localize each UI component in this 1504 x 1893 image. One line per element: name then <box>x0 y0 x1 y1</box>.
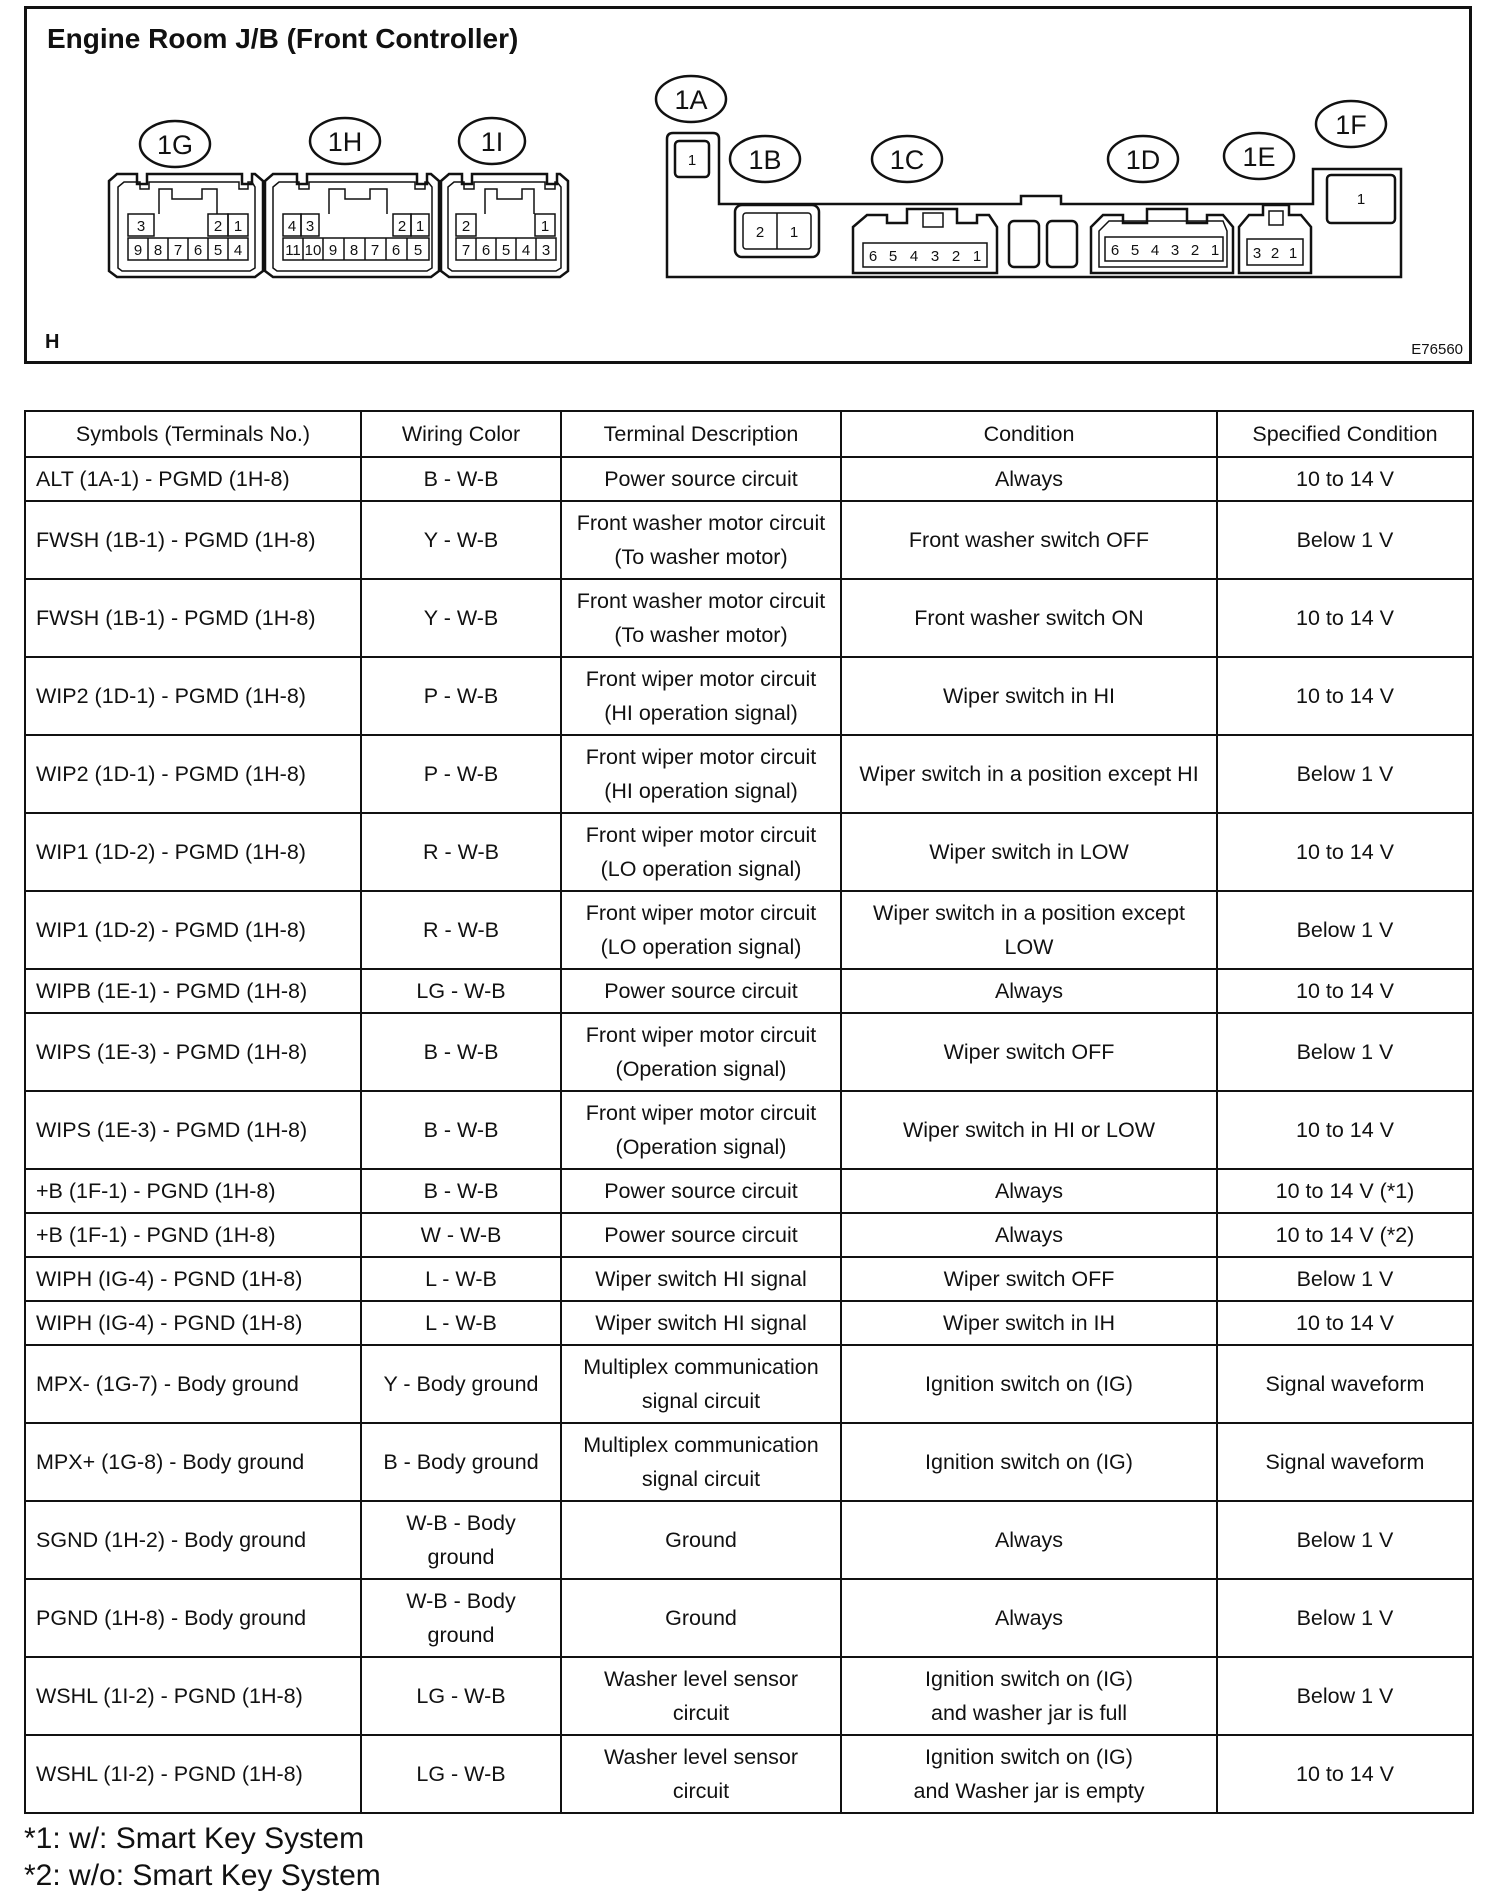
cell-wiring-color: Y - Body ground <box>361 1345 561 1423</box>
blank-cavity-right <box>1047 221 1077 267</box>
table-row <box>25 501 1473 579</box>
cell-symbol: FWSH (1B-1) - PGMD (1H-8) <box>25 501 361 579</box>
connector-label-1A: 1A <box>674 85 708 115</box>
figure-code: E76560 <box>1411 341 1463 358</box>
pin-1H: 6 <box>391 242 401 259</box>
cell-wiring-color: B - Body ground <box>361 1423 561 1501</box>
header-wiring-color: Wiring Color <box>361 411 561 457</box>
pin-1G: 5 <box>213 242 223 259</box>
terminal-table <box>24 410 1474 1814</box>
table-row <box>25 1091 1473 1169</box>
pin-1I: 6 <box>481 242 491 259</box>
cell-terminal-description: Power source circuit <box>561 969 841 1013</box>
figure-title: Engine Room J/B (Front Controller) <box>47 23 519 54</box>
connector-label-1F: 1F <box>1335 110 1367 140</box>
cell-terminal-description: Ground <box>561 1579 841 1657</box>
cell-wiring-color: Y - W-B <box>361 501 561 579</box>
cell-wiring-color: L - W-B <box>361 1301 561 1345</box>
pin-1H: 1 <box>415 218 425 235</box>
cell-terminal-description: Front washer motor circuit (To washer motor) <box>561 579 841 657</box>
pin-1H: 9 <box>328 242 338 259</box>
table-row <box>25 1735 1473 1813</box>
cell-condition: Wiper switch in LOW <box>841 813 1217 891</box>
table-row <box>25 657 1473 735</box>
cell-symbol: WIPH (IG-4) - PGND (1H-8) <box>25 1301 361 1345</box>
connector-1B-body <box>735 205 819 257</box>
cell-wiring-color: W-B - Body ground <box>361 1579 561 1657</box>
cell-specified-condition: 10 to 14 V <box>1217 1301 1473 1345</box>
table-row <box>25 579 1473 657</box>
cell-specified-condition: 10 to 14 V <box>1217 1091 1473 1169</box>
pin-1H: 11 <box>285 242 301 259</box>
cell-condition: Always <box>841 1169 1217 1213</box>
cell-specified-condition: 10 to 14 V <box>1217 657 1473 735</box>
cell-specified-condition: 10 to 14 V <box>1217 1735 1473 1813</box>
table-row <box>25 1213 1473 1257</box>
table-row <box>25 1257 1473 1301</box>
connector-label-1C: 1C <box>889 145 925 175</box>
connector-drawing <box>27 9 1469 361</box>
cell-symbol: WIPH (IG-4) - PGND (1H-8) <box>25 1257 361 1301</box>
header-condition: Condition <box>841 411 1217 457</box>
pin-1H: 4 <box>287 218 297 235</box>
table-row <box>25 1579 1473 1657</box>
cell-wiring-color: L - W-B <box>361 1257 561 1301</box>
cell-symbol: FWSH (1B-1) - PGMD (1H-8) <box>25 579 361 657</box>
cell-symbol: MPX+ (1G-8) - Body ground <box>25 1423 361 1501</box>
cell-symbol: +B (1F-1) - PGND (1H-8) <box>25 1213 361 1257</box>
pin-1I: 5 <box>501 242 511 259</box>
table-body <box>25 457 1473 1813</box>
pin-1H: 10 <box>304 242 322 259</box>
pin-1C: 1 <box>972 248 982 265</box>
pin-1F: 1 <box>1356 191 1366 208</box>
table-row <box>25 735 1473 813</box>
cell-specified-condition: Below 1 V <box>1217 1257 1473 1301</box>
cell-terminal-description: Multiplex communication signal circuit <box>561 1345 841 1423</box>
pin-1E: 2 <box>1270 245 1280 262</box>
cell-terminal-description: Front wiper motor circuit (HI operation signal) <box>561 657 841 735</box>
cell-wiring-color: B - W-B <box>361 1013 561 1091</box>
connector-label-1D: 1D <box>1125 145 1161 175</box>
connector-label-1E: 1E <box>1242 142 1276 172</box>
pin-1I: 3 <box>541 242 551 259</box>
cell-condition: Wiper switch OFF <box>841 1257 1217 1301</box>
cell-condition: Wiper switch in a position except LOW <box>841 891 1217 969</box>
cell-wiring-color: B - W-B <box>361 457 561 501</box>
cell-specified-condition: 10 to 14 V <box>1217 579 1473 657</box>
cell-symbol: WIP2 (1D-1) - PGMD (1H-8) <box>25 657 361 735</box>
cell-condition: Wiper switch in HI <box>841 657 1217 735</box>
connector-label-1H: 1H <box>327 127 363 157</box>
cell-wiring-color: P - W-B <box>361 657 561 735</box>
cell-specified-condition: 10 to 14 V <box>1217 457 1473 501</box>
pin-1E: 3 <box>1252 245 1262 262</box>
cell-wiring-color: R - W-B <box>361 813 561 891</box>
cell-terminal-description: Front wiper motor circuit (LO operation signal) <box>561 813 841 891</box>
pin-1G: 7 <box>173 242 183 259</box>
cell-terminal-description: Front wiper motor circuit (Operation signal) <box>561 1013 841 1091</box>
cell-terminal-description: Power source circuit <box>561 1169 841 1213</box>
cell-wiring-color: B - W-B <box>361 1091 561 1169</box>
pin-1H: 2 <box>397 218 407 235</box>
pin-1D: 1 <box>1210 242 1220 259</box>
pin-1G: 6 <box>193 242 203 259</box>
pin-1D: 2 <box>1190 242 1200 259</box>
cell-condition: Wiper switch OFF <box>841 1013 1217 1091</box>
cell-symbol: WSHL (1I-2) - PGND (1H-8) <box>25 1735 361 1813</box>
cell-specified-condition: Below 1 V <box>1217 1501 1473 1579</box>
cell-condition: Ignition switch on (IG) <box>841 1423 1217 1501</box>
cell-wiring-color: W-B - Body ground <box>361 1501 561 1579</box>
table-row <box>25 969 1473 1013</box>
pin-1B: 1 <box>789 224 799 241</box>
cell-specified-condition: Below 1 V <box>1217 1579 1473 1657</box>
cell-symbol: WIP1 (1D-2) - PGMD (1H-8) <box>25 813 361 891</box>
pin-1I: 2 <box>461 218 471 235</box>
cell-specified-condition: 10 to 14 V <box>1217 813 1473 891</box>
table-header-row <box>25 411 1473 457</box>
pin-1A: 1 <box>687 152 697 169</box>
pin-1G: 1 <box>233 218 243 235</box>
connector-label-1G: 1G <box>156 130 194 160</box>
header-symbols: Symbols (Terminals No.) <box>25 411 361 457</box>
cell-terminal-description: Power source circuit <box>561 1213 841 1257</box>
pin-1C: 5 <box>888 248 898 265</box>
cell-terminal-description: Ground <box>561 1501 841 1579</box>
pin-1E: 1 <box>1288 245 1298 262</box>
cell-condition: Always <box>841 1579 1217 1657</box>
footnote-1: *1: w/: Smart Key System <box>24 1822 365 1855</box>
cell-wiring-color: P - W-B <box>361 735 561 813</box>
table-row <box>25 457 1473 501</box>
cell-condition: Always <box>841 1213 1217 1257</box>
cell-specified-condition: Below 1 V <box>1217 891 1473 969</box>
pin-1C: 2 <box>951 248 961 265</box>
cell-terminal-description: Power source circuit <box>561 457 841 501</box>
pin-1G: 8 <box>153 242 163 259</box>
cell-terminal-description: Front wiper motor circuit (HI operation signal) <box>561 735 841 813</box>
cell-wiring-color: R - W-B <box>361 891 561 969</box>
cell-specified-condition: 10 to 14 V (*2) <box>1217 1213 1473 1257</box>
cell-symbol: SGND (1H-2) - Body ground <box>25 1501 361 1579</box>
table-row <box>25 1501 1473 1579</box>
table-row <box>25 813 1473 891</box>
cell-condition: Always <box>841 457 1217 501</box>
cell-symbol: PGND (1H-8) - Body ground <box>25 1579 361 1657</box>
cell-specified-condition: Below 1 V <box>1217 735 1473 813</box>
table-row <box>25 891 1473 969</box>
cell-wiring-color: LG - W-B <box>361 1735 561 1813</box>
cell-wiring-color: Y - W-B <box>361 579 561 657</box>
blank-cavity-left <box>1009 221 1039 267</box>
pin-1G: 4 <box>233 242 243 259</box>
cell-condition: Wiper switch in a position except HI <box>841 735 1217 813</box>
cell-terminal-description: Wiper switch HI signal <box>561 1301 841 1345</box>
connector-1D-body <box>1091 209 1233 273</box>
cell-wiring-color: W - W-B <box>361 1213 561 1257</box>
pin-1B: 2 <box>755 224 765 241</box>
table-row <box>25 1345 1473 1423</box>
cell-terminal-description: Front wiper motor circuit (LO operation signal) <box>561 891 841 969</box>
pin-1D: 4 <box>1150 242 1160 259</box>
cell-wiring-color: LG - W-B <box>361 969 561 1013</box>
cell-terminal-description: Front washer motor circuit (To washer motor) <box>561 501 841 579</box>
pin-1H: 5 <box>413 242 423 259</box>
cell-specified-condition: Signal waveform <box>1217 1345 1473 1423</box>
table-row <box>25 1301 1473 1345</box>
pin-1H: 7 <box>370 242 380 259</box>
pin-1H: 8 <box>349 242 359 259</box>
cell-condition: Wiper switch in HI or LOW <box>841 1091 1217 1169</box>
pin-1C: 4 <box>909 248 919 265</box>
pin-1G: 3 <box>136 218 146 235</box>
pin-1D: 6 <box>1110 242 1120 259</box>
cell-condition: Ignition switch on (IG) <box>841 1345 1217 1423</box>
cell-terminal-description: Multiplex communication signal circuit <box>561 1423 841 1501</box>
cell-specified-condition: Signal waveform <box>1217 1423 1473 1501</box>
cell-specified-condition: Below 1 V <box>1217 501 1473 579</box>
cell-symbol: WIPS (1E-3) - PGMD (1H-8) <box>25 1091 361 1169</box>
pin-1G: 9 <box>133 242 143 259</box>
cell-terminal-description: Washer level sensor circuit <box>561 1657 841 1735</box>
cell-condition: Ignition switch on (IG) and washer jar is full <box>841 1657 1217 1735</box>
header-specified-condition: Specified Condition <box>1217 411 1473 457</box>
connector-diagram <box>24 6 1472 364</box>
cell-terminal-description: Wiper switch HI signal <box>561 1257 841 1301</box>
pin-1H: 3 <box>305 218 315 235</box>
cell-symbol: WSHL (1I-2) - PGND (1H-8) <box>25 1657 361 1735</box>
connector-label-1B: 1B <box>748 145 782 175</box>
cell-symbol: +B (1F-1) - PGND (1H-8) <box>25 1169 361 1213</box>
table-row <box>25 1423 1473 1501</box>
cell-condition: Front washer switch ON <box>841 579 1217 657</box>
cell-symbol: WIPB (1E-1) - PGMD (1H-8) <box>25 969 361 1013</box>
cell-symbol: WIPS (1E-3) - PGMD (1H-8) <box>25 1013 361 1091</box>
pin-1I: 1 <box>540 218 550 235</box>
cell-condition: Always <box>841 1501 1217 1579</box>
cell-wiring-color: LG - W-B <box>361 1657 561 1735</box>
cell-symbol: MPX- (1G-7) - Body ground <box>25 1345 361 1423</box>
cell-terminal-description: Washer level sensor circuit <box>561 1735 841 1813</box>
cell-symbol: ALT (1A-1) - PGMD (1H-8) <box>25 457 361 501</box>
cell-condition: Ignition switch on (IG) and Washer jar is empty <box>841 1735 1217 1813</box>
cell-wiring-color: B - W-B <box>361 1169 561 1213</box>
table-row <box>25 1169 1473 1213</box>
pin-1C: 6 <box>868 248 878 265</box>
cell-specified-condition: Below 1 V <box>1217 1013 1473 1091</box>
table-row <box>25 1657 1473 1735</box>
cell-symbol: WIP1 (1D-2) - PGMD (1H-8) <box>25 891 361 969</box>
header-terminal-description: Terminal Description <box>561 411 841 457</box>
cell-symbol: WIP2 (1D-1) - PGMD (1H-8) <box>25 735 361 813</box>
cell-condition: Always <box>841 969 1217 1013</box>
connector-1E-body <box>1239 205 1311 273</box>
pin-1I: 7 <box>461 242 471 259</box>
figure-corner-letter: H <box>45 331 60 353</box>
cell-specified-condition: 10 to 14 V <box>1217 969 1473 1013</box>
pin-1D: 3 <box>1170 242 1180 259</box>
footnote-2: *2: w/o: Smart Key System <box>24 1859 381 1892</box>
connector-label-1I: 1I <box>480 127 504 157</box>
pin-1I: 4 <box>521 242 531 259</box>
pin-1D: 5 <box>1130 242 1140 259</box>
cell-specified-condition: 10 to 14 V (*1) <box>1217 1169 1473 1213</box>
cell-terminal-description: Front wiper motor circuit (Operation signal) <box>561 1091 841 1169</box>
table-row <box>25 1013 1473 1091</box>
pin-1G: 2 <box>213 218 223 235</box>
cell-specified-condition: Below 1 V <box>1217 1657 1473 1735</box>
cell-condition: Wiper switch in IH <box>841 1301 1217 1345</box>
cell-condition: Front washer switch OFF <box>841 501 1217 579</box>
pin-1C: 3 <box>930 248 940 265</box>
